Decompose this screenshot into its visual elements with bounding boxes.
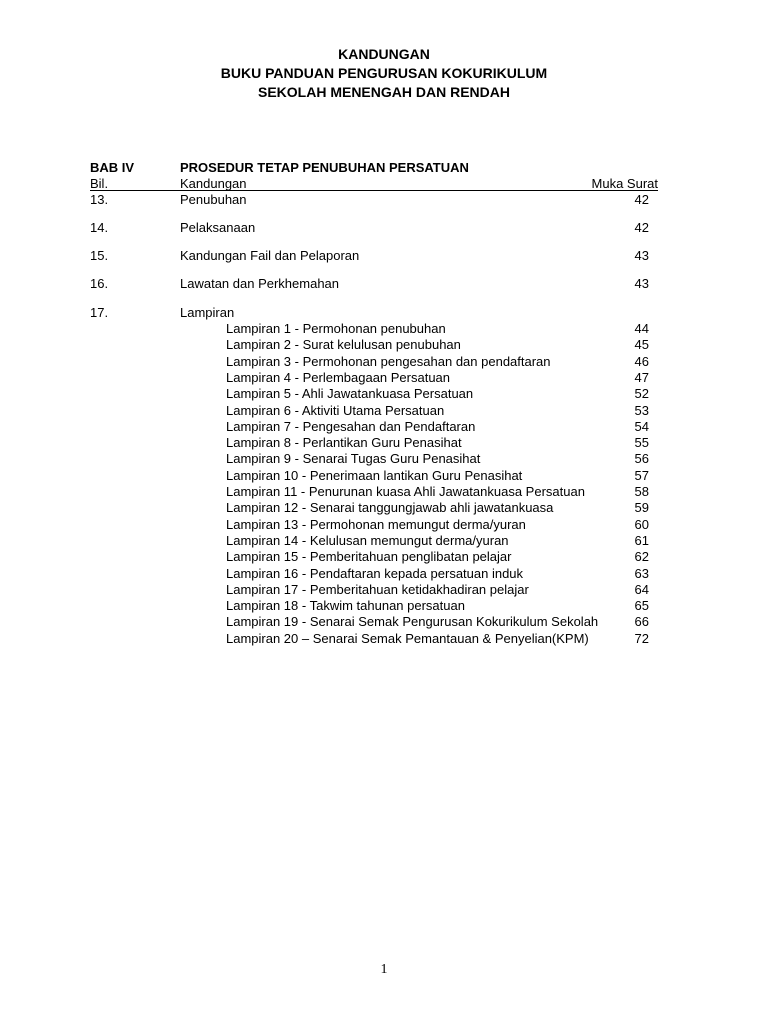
lampiran-item: Lampiran 19 - Senarai Semak Pengurusan Kokurikulum Sekolah [226, 614, 599, 630]
lampiran-item: Lampiran 3 - Permohonan pengesahan dan pendaftaran [226, 353, 551, 369]
lampiran-item: Lampiran 4 - Perlembagaan Persatuan [226, 369, 451, 385]
lampiran-page: 58 [634, 484, 649, 499]
page-number: 1 [380, 962, 388, 977]
column-header-kandungan: Kandungan [180, 176, 247, 191]
lampiran-item: Lampiran 11 - Penurunan kuasa Ahli Jawatankuasa Persatuan [226, 484, 585, 499]
lampiran-item: Lampiran 20 – Senarai Semak Pemantauan & Penyelian(KPM) [226, 630, 589, 646]
lampiran-item: Lampiran 7 - Pengesahan dan Pendaftaran [226, 418, 476, 434]
entry-title: Lampiran [180, 305, 235, 320]
lampiran-item: Lampiran 18 - Takwim tahunan persatuan [226, 598, 465, 614]
lampiran-page: 64 [634, 581, 649, 597]
column-header-rule [90, 190, 658, 191]
lampiran-item: Lampiran 17 - Pemberitahuan ketidakhadiran pelajar [226, 581, 529, 597]
lampiran-page: 53 [634, 402, 649, 418]
lampiran-page: 46 [634, 353, 649, 369]
lampiran-item: Lampiran 2 - Surat kelulusan penubuhan [226, 337, 461, 353]
lampiran-item: Lampiran 5 - Ahli Jawatankuasa Persatuan [226, 386, 474, 402]
lampiran-page: 59 [634, 500, 649, 516]
entry-number: 17. [90, 305, 109, 320]
lampiran-page: 54 [634, 418, 649, 434]
entry-page: 42 [634, 192, 649, 207]
lampiran-item: Lampiran 16 - Pendaftaran kepada persatuan induk [226, 565, 524, 581]
doc-title-line1: KANDUNGAN [338, 46, 430, 62]
entry-page: 43 [634, 276, 649, 291]
column-header-bil: Bil. [90, 176, 109, 191]
lampiran-page: 47 [634, 369, 649, 385]
lampiran-item: Lampiran 12 - Senarai tanggungjawab ahli jawatankuasa [226, 500, 554, 516]
entry-title: Pelaksanaan [180, 220, 256, 235]
lampiran-page: 65 [634, 598, 649, 614]
doc-title-line3: SEKOLAH MENENGAH DAN RENDAH [257, 84, 510, 100]
lampiran-page: 63 [634, 565, 649, 581]
lampiran-item: Lampiran 6 - Aktiviti Utama Persatuan [226, 402, 445, 418]
lampiran-page: 55 [634, 435, 649, 451]
lampiran-page: 52 [634, 386, 649, 402]
entry-title: Penubuhan [180, 192, 247, 207]
lampiran-item: Lampiran 8 - Perlantikan Guru Penasihat [226, 435, 462, 451]
entry-title: Lawatan dan Perkhemahan [180, 276, 340, 291]
lampiran-page: 44 [634, 321, 649, 336]
entry-title: Kandungan Fail dan Pelaporan [180, 248, 360, 263]
entry-number: 16. [90, 276, 109, 291]
entry-page: 42 [634, 220, 649, 235]
lampiran-page: 72 [634, 630, 649, 646]
chapter-label: BAB IV [90, 160, 135, 175]
lampiran-item: Lampiran 13 - Permohonan memungut derma/yuran [226, 516, 526, 532]
lampiran-page: 57 [634, 467, 649, 483]
entry-page: 43 [634, 248, 649, 263]
chapter-title: PROSEDUR TETAP PENUBUHAN PERSATUAN [180, 160, 469, 175]
column-header-muka-surat: Muka Surat [591, 176, 658, 191]
lampiran-item: Lampiran 1 - Permohonan penubuhan [226, 321, 446, 336]
entry-number: 13. [90, 192, 109, 207]
lampiran-page: 45 [634, 337, 649, 353]
lampiran-item: Lampiran 10 - Penerimaan lantikan Guru Penasihat [226, 467, 523, 483]
lampiran-page: 61 [634, 532, 649, 548]
doc-title-line2: BUKU PANDUAN PENGURUSAN KOKURIKULUM [220, 65, 548, 81]
lampiran-item: Lampiran 9 - Senarai Tugas Guru Penasihat [226, 451, 481, 467]
entry-number: 14. [90, 220, 109, 235]
lampiran-page: 62 [634, 549, 649, 565]
lampiran-item: Lampiran 14 - Kelulusan memungut derma/yuran [226, 532, 509, 548]
lampiran-page: 66 [634, 614, 649, 630]
lampiran-item: Lampiran 15 - Pemberitahuan penglibatan pelajar [226, 549, 512, 565]
lampiran-page: 56 [634, 451, 649, 467]
lampiran-page: 60 [634, 516, 649, 532]
entry-number: 15. [90, 248, 109, 263]
